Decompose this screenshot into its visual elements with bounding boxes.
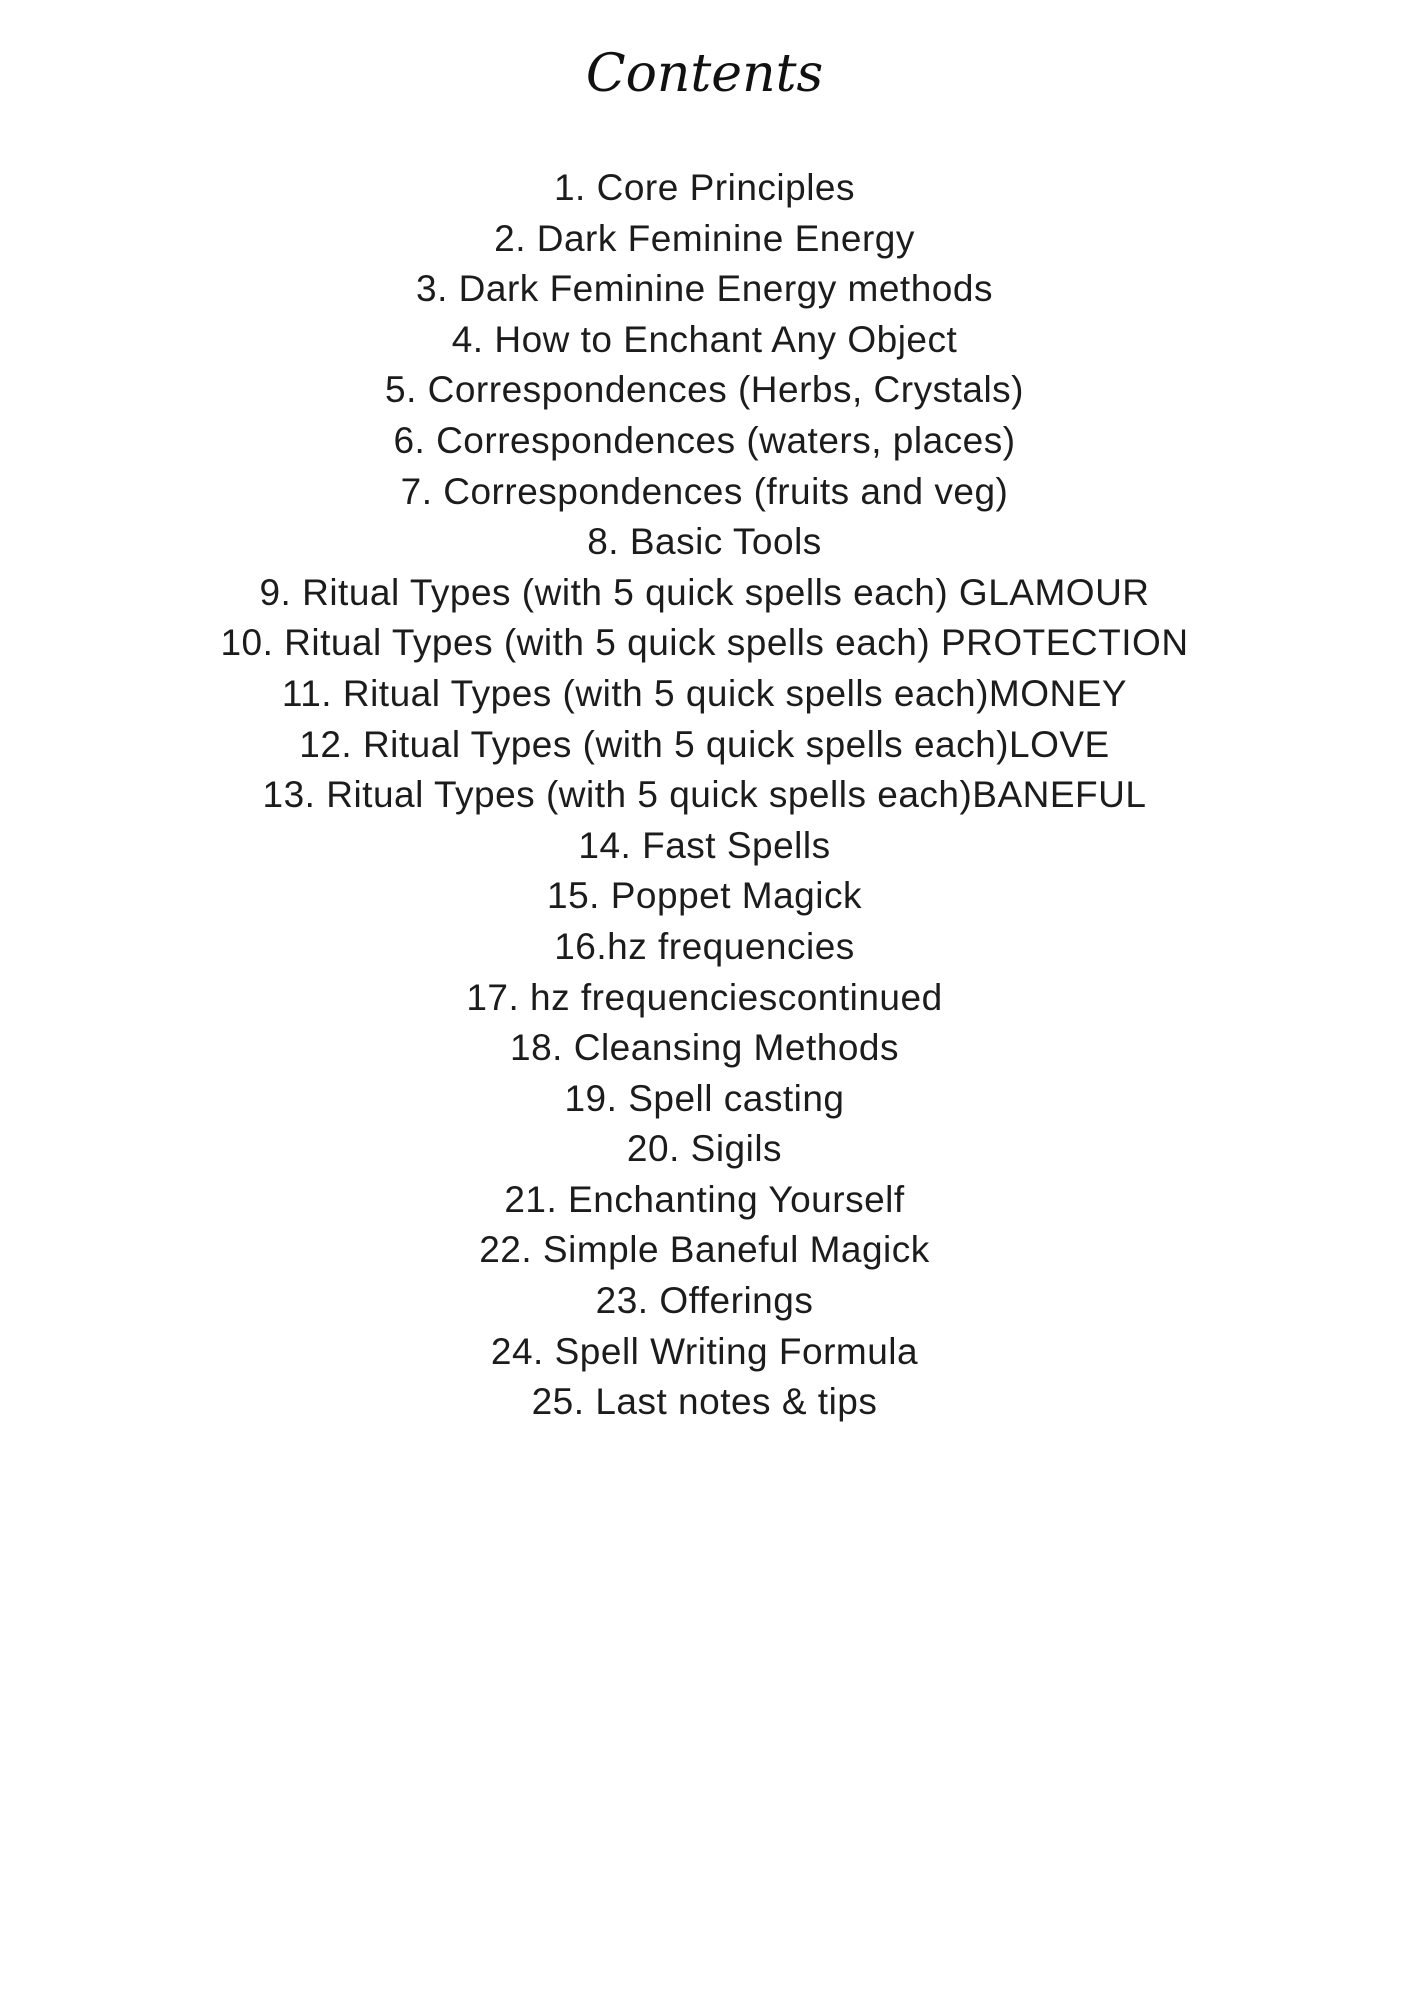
toc-entry: 25. Last notes & tips	[531, 1381, 878, 1423]
toc-entry: 17. hz frequenciescontinued	[466, 976, 943, 1018]
toc-entry: 5. Correspondences (Herbs, Crystals)	[385, 369, 1024, 411]
toc-entry: 15. Poppet Magick	[547, 875, 862, 917]
toc-entry: 19. Spell casting	[564, 1077, 845, 1119]
toc-entry: 9. Ritual Types (with 5 quick spells each) GLAMOUR	[259, 571, 1150, 613]
toc-entry: 20. Sigils	[626, 1128, 783, 1170]
toc-entry: 12. Ritual Types (with 5 quick spells each)LOVE	[299, 723, 1110, 765]
table-of-contents	[0, 163, 1409, 1428]
toc-entry: 21. Enchanting Yourself	[504, 1178, 905, 1220]
toc-entry: 6. Correspondences (waters, places)	[393, 419, 1016, 461]
toc-entry: 7. Correspondences (fruits and veg)	[400, 470, 1009, 512]
page-title: Contents	[585, 44, 824, 104]
toc-entry: 1. Core Principles	[553, 167, 855, 208]
toc-entry: 11. Ritual Types (with 5 quick spells each)MONEY	[281, 672, 1128, 714]
toc-entry: 23. Offerings	[595, 1280, 814, 1322]
toc-entry: 18. Cleansing Methods	[510, 1027, 899, 1069]
toc-entry: 10. Ritual Types (with 5 quick spells each) PROTECTION	[220, 622, 1189, 664]
toc-entry: 24. Spell Writing Formula	[490, 1330, 919, 1372]
toc-entry: 16.hz frequencies	[554, 925, 855, 967]
toc-entry: 3. Dark Feminine Energy methods	[416, 268, 993, 310]
toc-entry: 22. Simple Baneful Magick	[479, 1229, 930, 1271]
toc-entry: 8. Basic Tools	[587, 521, 822, 563]
toc-entry: 14. Fast Spells	[578, 824, 831, 866]
toc-entry: 13. Ritual Types (with 5 quick spells each)BANEFUL	[262, 774, 1147, 816]
toc-entry: 2. Dark Feminine Energy	[494, 217, 915, 259]
toc-entry: 4. How to Enchant Any Object	[451, 318, 958, 360]
